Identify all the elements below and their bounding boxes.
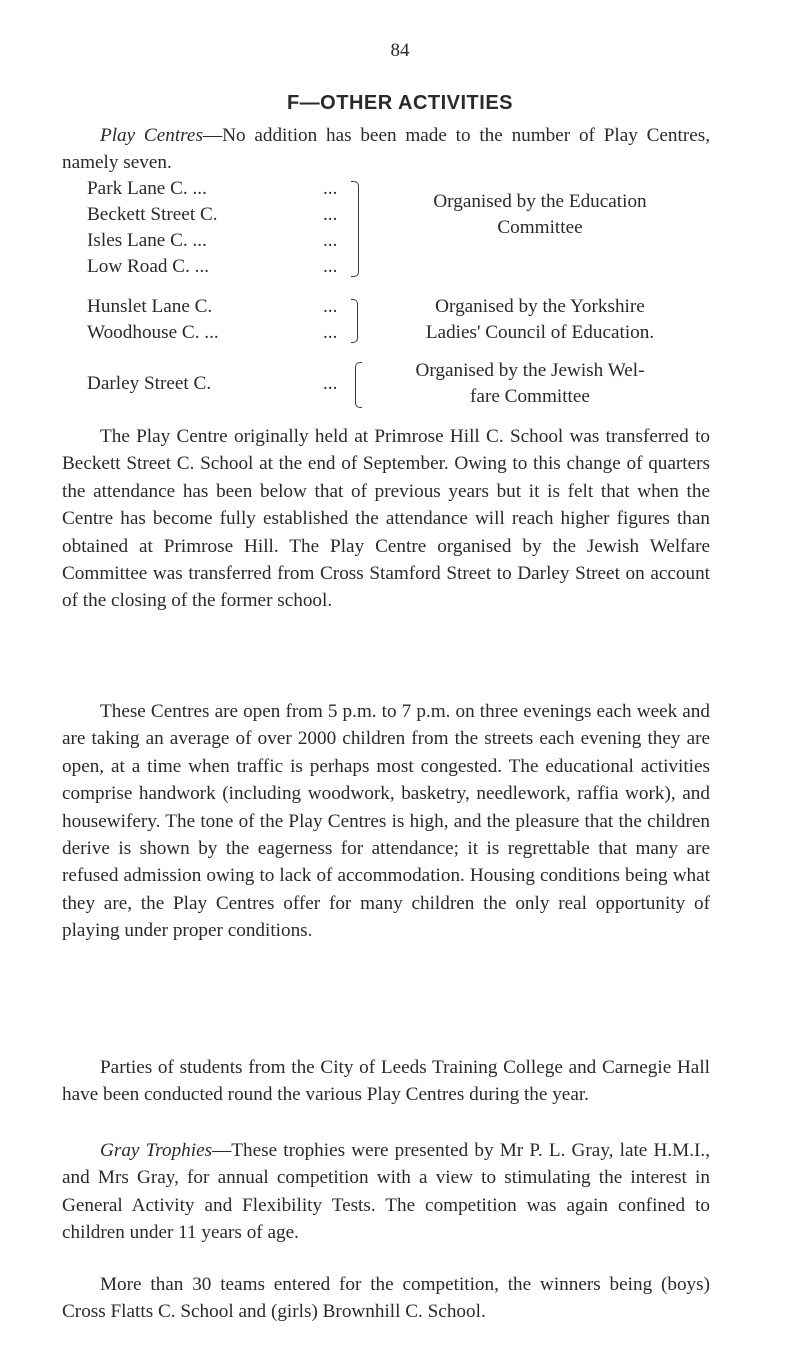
leader-dots: ... xyxy=(323,373,338,394)
centre-name: Isles Lane C. ... xyxy=(87,230,207,251)
centre-names xyxy=(87,176,287,280)
centre-name: Beckett Street C. xyxy=(87,204,218,225)
section-heading: F—OTHER ACTIVITIES xyxy=(286,92,514,114)
brace-yorkshire xyxy=(351,299,358,343)
centre-names xyxy=(87,371,287,397)
brace-jewish xyxy=(355,362,362,408)
gray-trophies-lead: Gray Trophies xyxy=(100,1140,213,1161)
organiser-education: Organised by the Education Committee xyxy=(433,191,647,238)
page-number: 84 xyxy=(390,40,410,61)
centre-name: Hunslet Lane C. xyxy=(87,296,213,317)
winners-paragraph: More than 30 teams entered for the competition, the winners being (boys) Cross Flatts C. School and (girls) Brownhill C. School. xyxy=(62,1274,710,1323)
gray-trophies-paragraph xyxy=(62,1137,710,1247)
leader-dots: ... ... xyxy=(323,296,338,343)
play-centres-list xyxy=(87,176,727,412)
centre-name: Park Lane C. ... xyxy=(87,178,207,199)
organiser-yorkshire: Organised by the Yorkshire Ladies' Council of Education. xyxy=(425,296,655,343)
intro-paragraph xyxy=(62,122,710,177)
transfer-paragraph: The Play Centre originally held at Primrose Hill C. School was transferred to Beckett Street C. School at the end of September. Owing to this change of quarters the attendance has been below that of previous years but it is felt that when the Centre has become fully established the attendance will reach higher figures than obtained at Primrose Hill. The Play Centre organised by the Jewish Welfare Committee was transferred from Cross Stamford Street to Darley Street on account of the closing of the former school. xyxy=(62,426,710,612)
intro-lead: Play Centres xyxy=(100,125,203,146)
centre-name: Low Road C. ... xyxy=(87,256,210,277)
organiser-jewish: Organised by the Jewish Wel- fare Committee xyxy=(415,360,645,407)
gray-trophies-text: —These trophies were presented by Mr P. L. Gray, late H.M.I., and Mrs Gray, for annual competition with a view to stimulating the interest in General Activity and Flexibility Tests. The competition was again confined to children under 11 years of age. xyxy=(62,1140,710,1244)
brace-education xyxy=(351,181,359,277)
intro-text: —No addition has been made to the number of Play Centres, namely seven. xyxy=(62,125,711,174)
hours-paragraph: These Centres are open from 5 p.m. to 7 p.m. on three evenings each week and are taking an average of over 2000 children from the streets each evening they are open, at a time when traffic is perhaps most congested. The educational activities comprise handwork (including woodwork, basketry, needlework, raffia work), and housewifery. The tone of the Play Centres is high, and the pleasure that the children derive is shown by the eagerness for attendance; it is regrettable that many are refused admission owing to lack of accommodation. Housing conditions being what they are, the Play Centres offer for many children the only real opportunity of playing under proper conditions. xyxy=(62,701,710,942)
centre-name: Darley Street C. xyxy=(87,373,212,394)
centre-name: Woodhouse C. ... xyxy=(87,322,219,343)
students-paragraph: Parties of students from the City of Leeds Training College and Carnegie Hall have been conducted round the various Play Centres during the year. xyxy=(62,1057,710,1106)
centre-names xyxy=(87,294,287,346)
leader-dots: ... ... ... ... xyxy=(323,178,338,277)
